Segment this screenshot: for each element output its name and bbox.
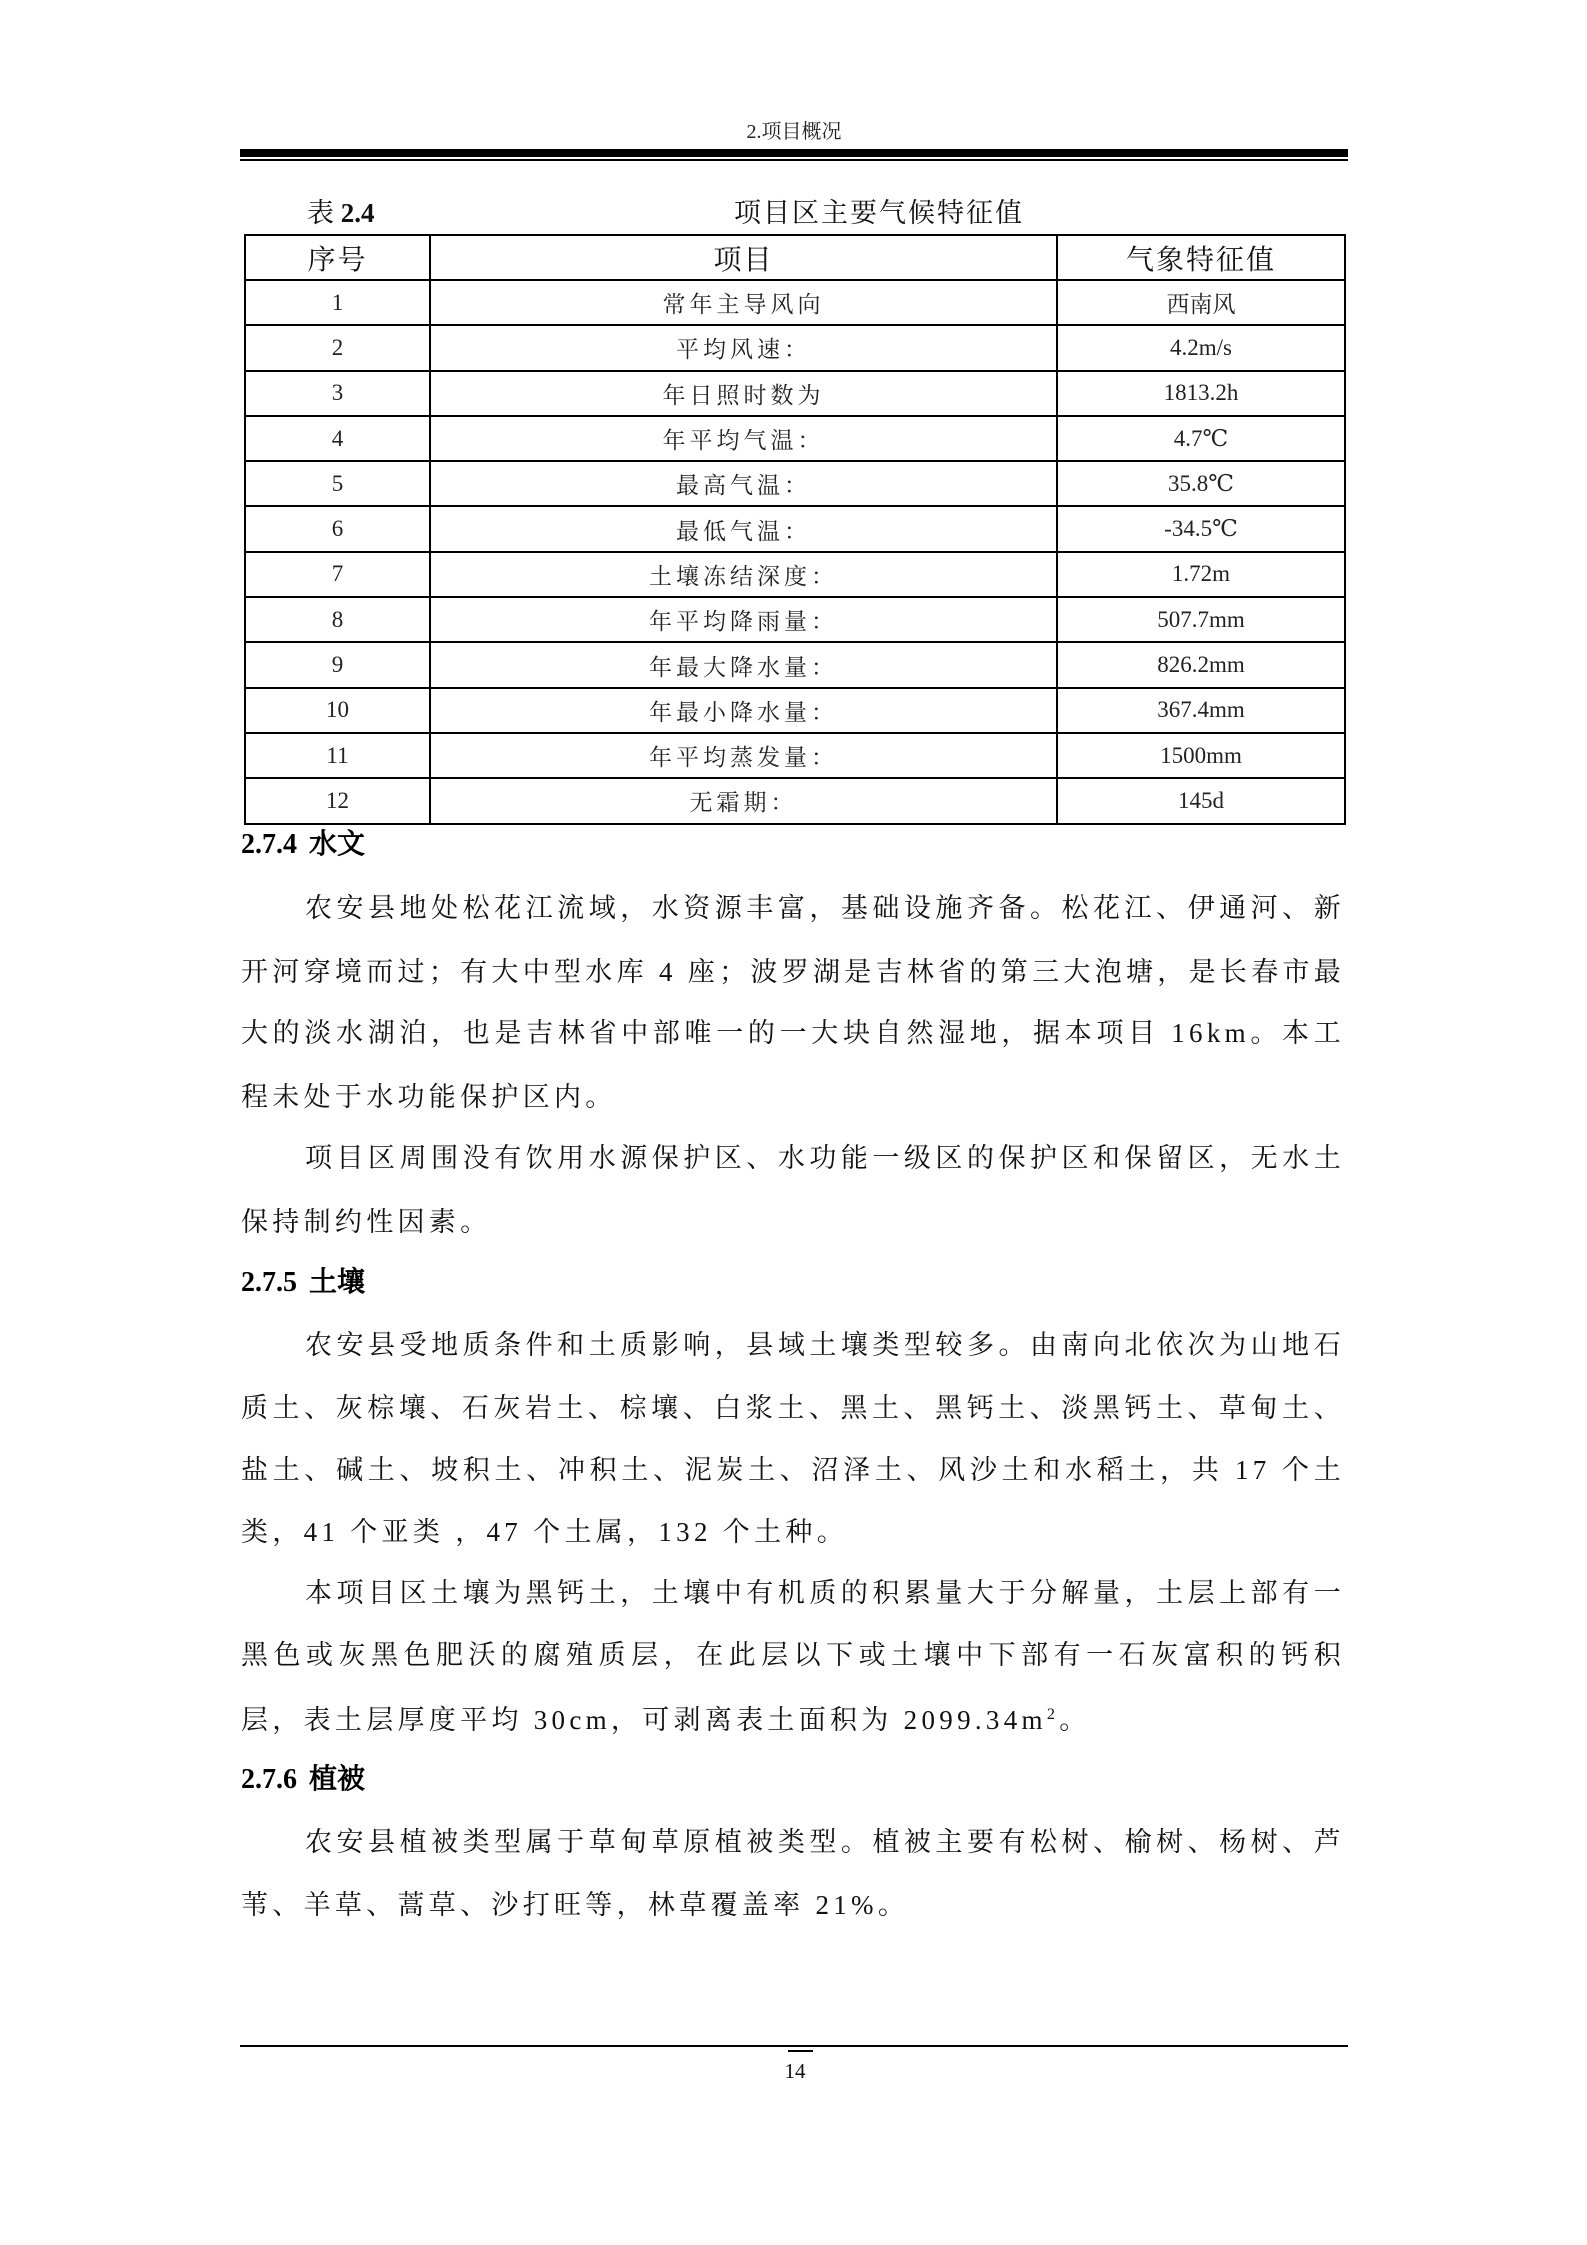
paragraph-line: 农安县植被类型属于草甸草原植被类型。植被主要有松树、榆树、杨树、芦 (305, 1827, 1345, 1857)
footer-rule (240, 2045, 1348, 2047)
cell-no: 2 (245, 325, 430, 370)
cell-item: 常年主导风向 (430, 280, 1057, 325)
paragraph-line: 保持制约性因素。 (241, 1207, 492, 1237)
paragraph-line: 质土、灰棕壤、石灰岩土、棕壤、白浆土、黑土、黑钙土、淡黑钙土、草甸土、 (241, 1393, 1345, 1423)
section-heading-vegetation (241, 1762, 365, 1798)
cell-value: 826.2mm (1057, 642, 1345, 687)
cell-item: 最高气温： (430, 461, 1057, 506)
paragraph-line: 类，41 个亚类 ，47 个土属，132 个土种。 (241, 1517, 848, 1547)
column-header-no: 序号 (245, 235, 430, 280)
superscript: 2 (1046, 1705, 1060, 1723)
paragraph-line: 大的淡水湖泊，也是吉林省中部唯一的一大块自然湿地，据本项目 16km。本工 (241, 1018, 1345, 1048)
cell-item: 平均风速： (430, 325, 1057, 370)
cell-item: 年最大降水量： (430, 642, 1057, 687)
cell-value: -34.5℃ (1057, 506, 1345, 551)
cell-item: 年平均降雨量： (430, 597, 1057, 642)
table-row (245, 778, 1345, 823)
section-heading-hydrology (241, 827, 365, 863)
paragraph-line: 项目区周围没有饮用水源保护区、水功能一级区的保护区和保留区，无水土 (305, 1143, 1345, 1173)
cell-item: 年平均蒸发量： (430, 733, 1057, 778)
paragraph-line: 黑色或灰黑色肥沃的腐殖质层，在此层以下或土壤中下部有一石灰富积的钙积 (241, 1640, 1345, 1670)
cell-value: 145d (1057, 778, 1345, 823)
cell-item: 最低气温： (430, 506, 1057, 551)
paragraph-line: 开河穿境而过；有大中型水库 4 座；波罗湖是吉林省的第三大泡塘，是长春市最 (241, 957, 1346, 987)
paragraph-line: 农安县地处松花江流域，水资源丰富，基础设施齐备。松花江、伊通河、新 (305, 893, 1345, 923)
table-row (245, 552, 1345, 597)
table-caption-number (307, 196, 375, 230)
cell-no: 7 (245, 552, 430, 597)
table-row (245, 642, 1345, 687)
running-header: 2.项目概况 (746, 121, 842, 143)
cell-value: 35.8℃ (1057, 461, 1345, 506)
cell-no: 4 (245, 416, 430, 461)
table-row (245, 371, 1345, 416)
sentence-end: 。 (1059, 1705, 1091, 1735)
cell-value: 507.7mm (1057, 597, 1345, 642)
header-rule-thin (240, 159, 1348, 161)
cell-no: 12 (245, 778, 430, 823)
cell-value: 4.7℃ (1057, 416, 1345, 461)
table-row (245, 461, 1345, 506)
column-header-value: 气象特征值 (1057, 235, 1345, 280)
table-row (245, 325, 1345, 370)
cell-item: 年平均气温： (430, 416, 1057, 461)
table-caption-prefix: 表 (307, 198, 341, 228)
section-number: 2.7.6 (241, 1764, 297, 1795)
cell-value: 西南风 (1057, 280, 1345, 325)
section-title: 植被 (309, 1764, 366, 1795)
cell-value: 367.4mm (1057, 688, 1345, 733)
cell-item: 年最小降水量： (430, 688, 1057, 733)
section-heading-soil (241, 1265, 365, 1301)
page-number: 14 (784, 2059, 806, 2083)
paragraph-line-text: 层，表土层厚度平均 30cm，可剥离表土面积为 2099.34m (241, 1705, 1047, 1735)
paragraph-line: 苇、羊草、蒿草、沙打旺等，林草覆盖率 21%。 (241, 1890, 910, 1920)
cell-value: 4.2m/s (1057, 325, 1345, 370)
cell-item: 土壤冻结深度： (430, 552, 1057, 597)
cell-no: 5 (245, 461, 430, 506)
table-row (245, 280, 1345, 325)
climate-table (244, 234, 1346, 825)
table-row (245, 597, 1345, 642)
section-title: 水文 (309, 829, 366, 860)
paragraph-line: 本项目区土壤为黑钙土，土壤中有机质的积累量大于分解量，土层上部有一 (305, 1578, 1345, 1608)
section-number: 2.7.4 (241, 829, 297, 860)
paragraph-line: 程未处于水功能保护区内。 (241, 1082, 617, 1112)
cell-no: 11 (245, 733, 430, 778)
cell-value: 1813.2h (1057, 371, 1345, 416)
header-rule-thick (240, 149, 1348, 157)
table-row (245, 688, 1345, 733)
footer-dash (788, 2050, 813, 2052)
cell-no: 1 (245, 280, 430, 325)
cell-no: 6 (245, 506, 430, 551)
table-caption-id: 2.4 (340, 198, 375, 228)
table-header-row (245, 235, 1345, 280)
section-title: 土壤 (309, 1267, 366, 1298)
paragraph-line: 盐土、碱土、坡积土、冲积土、泥炭土、沼泽土、风沙土和水稻土，共 17 个土 (241, 1455, 1345, 1485)
paragraph-line (241, 1700, 1345, 1740)
cell-no: 8 (245, 597, 430, 642)
cell-item: 无霜期： (430, 778, 1057, 823)
column-header-item: 项目 (430, 235, 1057, 280)
table-row (245, 506, 1345, 551)
cell-value: 1500mm (1057, 733, 1345, 778)
table-caption-title: 项目区主要气候特征值 (734, 198, 1024, 228)
cell-no: 3 (245, 371, 430, 416)
cell-item: 年日照时数为 (430, 371, 1057, 416)
cell-no: 10 (245, 688, 430, 733)
table-row (245, 733, 1345, 778)
section-number: 2.7.5 (241, 1267, 297, 1298)
table-row (245, 416, 1345, 461)
cell-no: 9 (245, 642, 430, 687)
cell-value: 1.72m (1057, 552, 1345, 597)
paragraph-line: 农安县受地质条件和土质影响，县域土壤类型较多。由南向北依次为山地石 (305, 1330, 1345, 1360)
